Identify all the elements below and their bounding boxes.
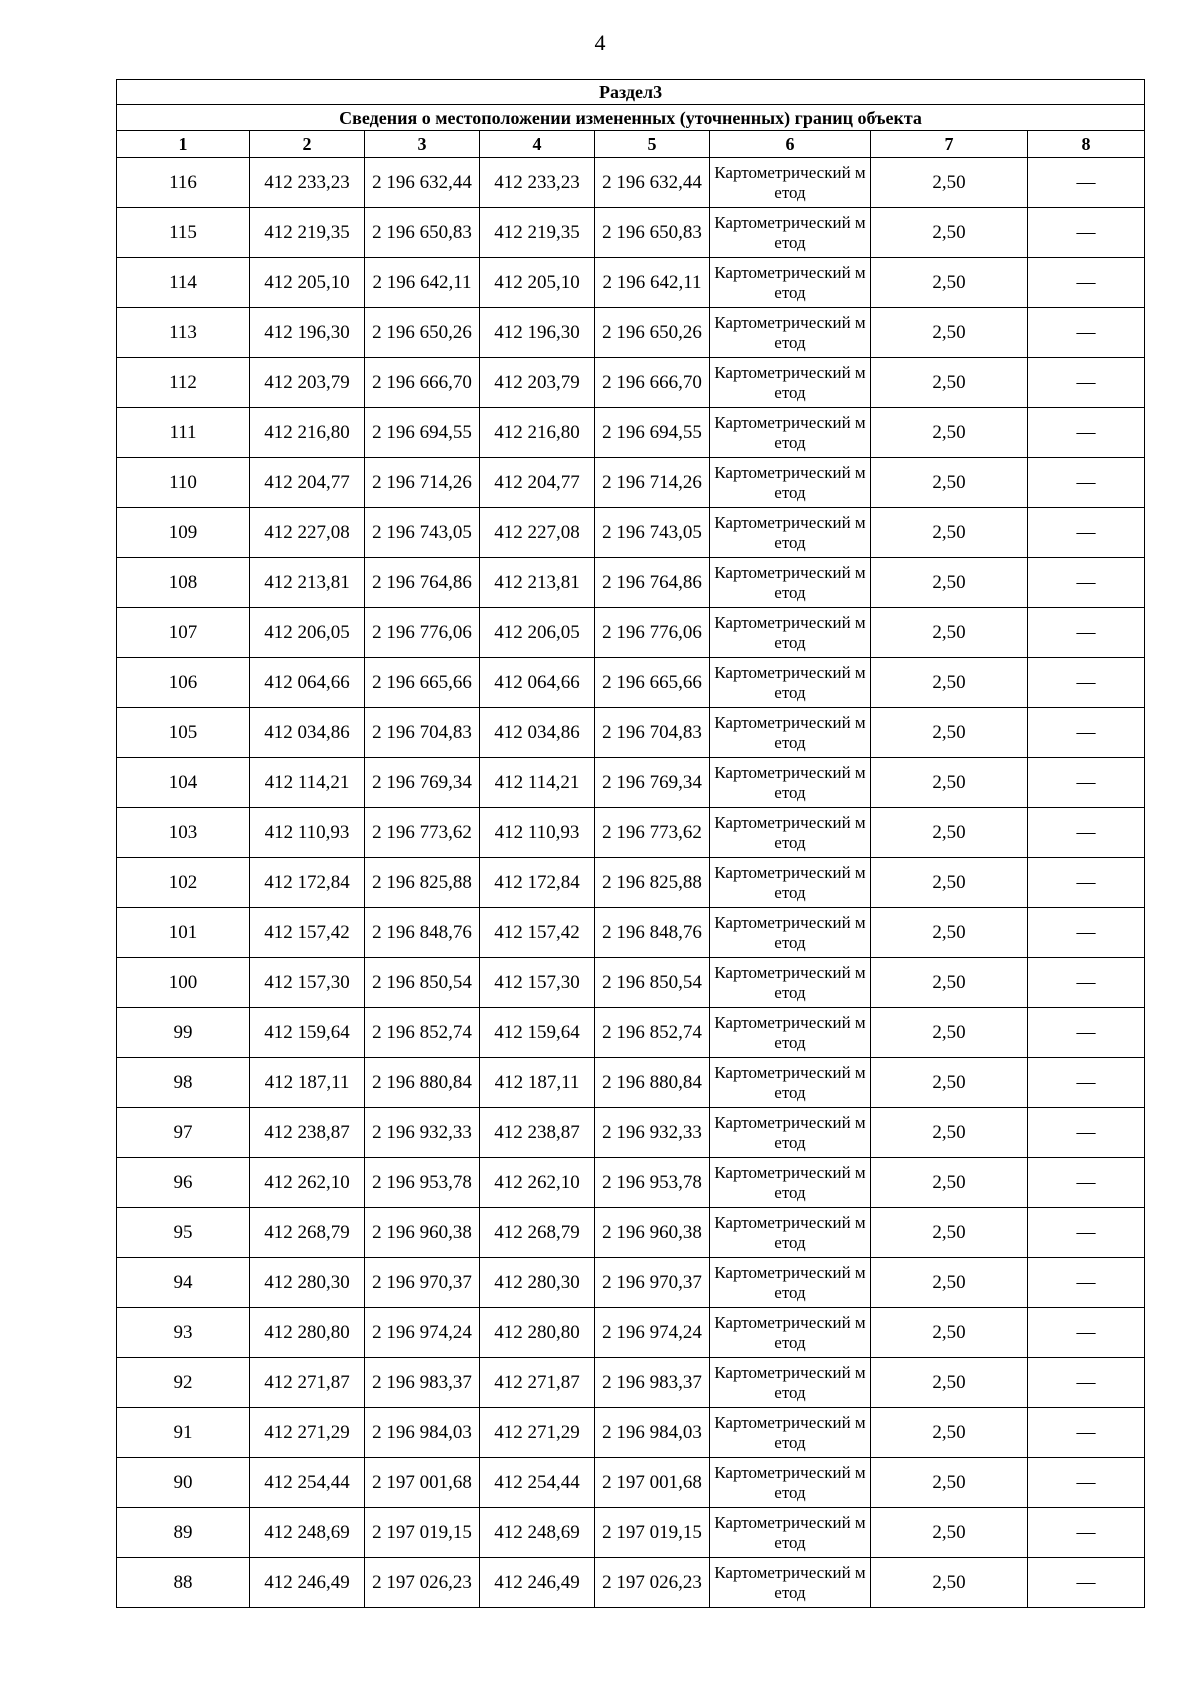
y-new-cell: 2 197 026,23 [595,1558,710,1608]
method-cell: Картометрический метод [710,1208,871,1258]
table-row [117,708,1145,758]
y-new-cell: 2 196 642,11 [595,258,710,308]
y-new-cell: 2 196 769,34 [595,758,710,808]
x-old-cell: 412 238,87 [250,1108,365,1158]
point-number-cell: 103 [117,808,250,858]
point-number-cell: 108 [117,558,250,608]
note-cell: — [1028,758,1145,808]
point-number-cell: 115 [117,208,250,258]
y-old-cell: 2 196 960,38 [365,1208,480,1258]
x-new-cell: 412 203,79 [480,358,595,408]
table-row [117,808,1145,858]
column-number: 1 [117,131,250,158]
y-new-cell: 2 196 970,37 [595,1258,710,1308]
note-cell: — [1028,258,1145,308]
x-old-cell: 412 280,80 [250,1308,365,1358]
accuracy-cell: 2,50 [871,708,1028,758]
point-number-cell: 106 [117,658,250,708]
y-new-cell: 2 196 650,26 [595,308,710,358]
point-number-cell: 102 [117,858,250,908]
point-number-cell: 111 [117,408,250,458]
y-old-cell: 2 196 642,11 [365,258,480,308]
note-cell: — [1028,1508,1145,1558]
column-number: 2 [250,131,365,158]
x-new-cell: 412 238,87 [480,1108,595,1158]
table-row [117,1208,1145,1258]
table-row [117,1308,1145,1358]
point-number-cell: 96 [117,1158,250,1208]
y-old-cell: 2 196 743,05 [365,508,480,558]
column-number: 8 [1028,131,1145,158]
y-old-cell: 2 196 764,86 [365,558,480,608]
x-old-cell: 412 268,79 [250,1208,365,1258]
point-number-cell: 94 [117,1258,250,1308]
note-cell: — [1028,1308,1145,1358]
y-old-cell: 2 196 650,83 [365,208,480,258]
y-old-cell: 2 196 953,78 [365,1158,480,1208]
note-cell: — [1028,1058,1145,1108]
point-number-cell: 107 [117,608,250,658]
point-number-cell: 104 [117,758,250,808]
method-cell: Картометрический метод [710,908,871,958]
x-old-cell: 412 157,42 [250,908,365,958]
x-old-cell: 412 216,80 [250,408,365,458]
note-cell: — [1028,1408,1145,1458]
x-old-cell: 412 203,79 [250,358,365,408]
boundary-coordinates-table [116,79,1145,1608]
accuracy-cell: 2,50 [871,158,1028,208]
x-new-cell: 412 233,23 [480,158,595,208]
accuracy-cell: 2,50 [871,658,1028,708]
table-row [117,208,1145,258]
y-old-cell: 2 196 983,37 [365,1358,480,1408]
x-old-cell: 412 219,35 [250,208,365,258]
y-old-cell: 2 196 852,74 [365,1008,480,1058]
y-new-cell: 2 196 953,78 [595,1158,710,1208]
y-old-cell: 2 196 632,44 [365,158,480,208]
note-cell: — [1028,1258,1145,1308]
x-old-cell: 412 157,30 [250,958,365,1008]
y-old-cell: 2 196 880,84 [365,1058,480,1108]
x-new-cell: 412 219,35 [480,208,595,258]
accuracy-cell: 2,50 [871,558,1028,608]
y-new-cell: 2 196 852,74 [595,1008,710,1058]
x-old-cell: 412 280,30 [250,1258,365,1308]
note-cell: — [1028,1208,1145,1258]
accuracy-cell: 2,50 [871,1008,1028,1058]
accuracy-cell: 2,50 [871,908,1028,958]
page-number: 4 [594,30,606,55]
y-old-cell: 2 196 773,62 [365,808,480,858]
x-new-cell: 412 196,30 [480,308,595,358]
point-number-cell: 88 [117,1558,250,1608]
y-new-cell: 2 196 714,26 [595,458,710,508]
x-new-cell: 412 172,84 [480,858,595,908]
accuracy-cell: 2,50 [871,1058,1028,1108]
y-old-cell: 2 196 984,03 [365,1408,480,1458]
method-cell: Картометрический метод [710,308,871,358]
note-cell: — [1028,1108,1145,1158]
x-old-cell: 412 271,29 [250,1408,365,1458]
point-number-cell: 110 [117,458,250,508]
y-new-cell: 2 196 776,06 [595,608,710,658]
table-row [117,258,1145,308]
column-number-row [117,131,1145,158]
table-row [117,658,1145,708]
x-old-cell: 412 187,11 [250,1058,365,1108]
method-cell: Картометрический метод [710,1508,871,1558]
table-body [117,158,1145,1608]
accuracy-cell: 2,50 [871,1408,1028,1458]
y-new-cell: 2 197 001,68 [595,1458,710,1508]
x-new-cell: 412 206,05 [480,608,595,658]
accuracy-cell: 2,50 [871,508,1028,558]
accuracy-cell: 2,50 [871,1508,1028,1558]
x-old-cell: 412 246,49 [250,1558,365,1608]
table-row [117,608,1145,658]
method-cell: Картометрический метод [710,1158,871,1208]
table-row [117,1558,1145,1608]
note-cell: — [1028,558,1145,608]
x-new-cell: 412 187,11 [480,1058,595,1108]
y-old-cell: 2 196 714,26 [365,458,480,508]
x-new-cell: 412 262,10 [480,1158,595,1208]
y-old-cell: 2 196 769,34 [365,758,480,808]
method-cell: Картометрический метод [710,208,871,258]
table-caption: Сведения о местоположении измененных (уточненных) границ объекта [117,105,1145,131]
method-cell: Картометрический метод [710,1408,871,1458]
accuracy-cell: 2,50 [871,758,1028,808]
point-number-cell: 90 [117,1458,250,1508]
table-row [117,1458,1145,1508]
x-new-cell: 412 110,93 [480,808,595,858]
point-number-cell: 116 [117,158,250,208]
y-old-cell: 2 196 970,37 [365,1258,480,1308]
x-old-cell: 412 248,69 [250,1508,365,1558]
accuracy-cell: 2,50 [871,208,1028,258]
x-new-cell: 412 271,29 [480,1408,595,1458]
note-cell: — [1028,408,1145,458]
x-old-cell: 412 271,87 [250,1358,365,1408]
note-cell: — [1028,1558,1145,1608]
y-new-cell: 2 196 650,83 [595,208,710,258]
method-cell: Картометрический метод [710,608,871,658]
accuracy-cell: 2,50 [871,608,1028,658]
y-old-cell: 2 196 825,88 [365,858,480,908]
table-row [117,158,1145,208]
x-new-cell: 412 254,44 [480,1458,595,1508]
x-new-cell: 412 157,42 [480,908,595,958]
note-cell: — [1028,958,1145,1008]
note-cell: — [1028,308,1145,358]
y-new-cell: 2 196 773,62 [595,808,710,858]
x-old-cell: 412 227,08 [250,508,365,558]
x-new-cell: 412 280,30 [480,1258,595,1308]
y-new-cell: 2 196 850,54 [595,958,710,1008]
y-old-cell: 2 196 850,54 [365,958,480,1008]
x-old-cell: 412 205,10 [250,258,365,308]
x-new-cell: 412 280,80 [480,1308,595,1358]
y-new-cell: 2 196 704,83 [595,708,710,758]
y-new-cell: 2 196 825,88 [595,858,710,908]
y-new-cell: 2 196 984,03 [595,1408,710,1458]
method-cell: Картометрический метод [710,1258,871,1308]
note-cell: — [1028,158,1145,208]
x-new-cell: 412 204,77 [480,458,595,508]
method-cell: Картометрический метод [710,858,871,908]
accuracy-cell: 2,50 [871,958,1028,1008]
table-row [117,1158,1145,1208]
method-cell: Картометрический метод [710,1358,871,1408]
method-cell: Картометрический метод [710,408,871,458]
y-old-cell: 2 197 001,68 [365,1458,480,1508]
note-cell: — [1028,908,1145,958]
column-number: 3 [365,131,480,158]
accuracy-cell: 2,50 [871,1108,1028,1158]
x-old-cell: 412 254,44 [250,1458,365,1508]
note-cell: — [1028,1458,1145,1508]
x-old-cell: 412 196,30 [250,308,365,358]
accuracy-cell: 2,50 [871,308,1028,358]
y-old-cell: 2 196 666,70 [365,358,480,408]
method-cell: Картометрический метод [710,258,871,308]
table-row [117,1008,1145,1058]
method-cell: Картометрический метод [710,658,871,708]
method-cell: Картометрический метод [710,1458,871,1508]
section-title: Раздел3 [117,80,1145,105]
note-cell: — [1028,1008,1145,1058]
y-old-cell: 2 196 704,83 [365,708,480,758]
point-number-cell: 91 [117,1408,250,1458]
y-old-cell: 2 197 026,23 [365,1558,480,1608]
x-new-cell: 412 159,64 [480,1008,595,1058]
method-cell: Картометрический метод [710,1308,871,1358]
table-row [117,758,1145,808]
x-new-cell: 412 268,79 [480,1208,595,1258]
y-new-cell: 2 196 932,33 [595,1108,710,1158]
accuracy-cell: 2,50 [871,1208,1028,1258]
y-new-cell: 2 196 764,86 [595,558,710,608]
y-new-cell: 2 196 666,70 [595,358,710,408]
table-row [117,1508,1145,1558]
x-new-cell: 412 064,66 [480,658,595,708]
note-cell: — [1028,808,1145,858]
point-number-cell: 113 [117,308,250,358]
point-number-cell: 93 [117,1308,250,1358]
y-new-cell: 2 196 743,05 [595,508,710,558]
table-row [117,558,1145,608]
accuracy-cell: 2,50 [871,858,1028,908]
point-number-cell: 97 [117,1108,250,1158]
table-row [117,358,1145,408]
accuracy-cell: 2,50 [871,358,1028,408]
x-new-cell: 412 034,86 [480,708,595,758]
point-number-cell: 89 [117,1508,250,1558]
point-number-cell: 98 [117,1058,250,1108]
method-cell: Картометрический метод [710,1058,871,1108]
y-new-cell: 2 196 983,37 [595,1358,710,1408]
table-row [117,958,1145,1008]
y-new-cell: 2 196 848,76 [595,908,710,958]
method-cell: Картометрический метод [710,458,871,508]
method-cell: Картометрический метод [710,1558,871,1608]
point-number-cell: 95 [117,1208,250,1258]
x-new-cell: 412 114,21 [480,758,595,808]
point-number-cell: 114 [117,258,250,308]
y-new-cell: 2 196 632,44 [595,158,710,208]
x-new-cell: 412 213,81 [480,558,595,608]
accuracy-cell: 2,50 [871,1308,1028,1358]
accuracy-cell: 2,50 [871,808,1028,858]
column-number: 6 [710,131,871,158]
x-old-cell: 412 262,10 [250,1158,365,1208]
note-cell: — [1028,358,1145,408]
y-new-cell: 2 196 694,55 [595,408,710,458]
y-old-cell: 2 196 974,24 [365,1308,480,1358]
method-cell: Картометрический метод [710,1008,871,1058]
note-cell: — [1028,1358,1145,1408]
note-cell: — [1028,658,1145,708]
table-row [117,908,1145,958]
table-row [117,458,1145,508]
x-old-cell: 412 213,81 [250,558,365,608]
method-cell: Картометрический метод [710,758,871,808]
table-row [117,858,1145,908]
method-cell: Картометрический метод [710,958,871,1008]
method-cell: Картометрический метод [710,708,871,758]
table-row [117,1258,1145,1308]
accuracy-cell: 2,50 [871,1258,1028,1308]
x-new-cell: 412 227,08 [480,508,595,558]
y-old-cell: 2 196 848,76 [365,908,480,958]
x-old-cell: 412 233,23 [250,158,365,208]
note-cell: — [1028,608,1145,658]
y-old-cell: 2 196 665,66 [365,658,480,708]
x-old-cell: 412 114,21 [250,758,365,808]
column-number: 5 [595,131,710,158]
method-cell: Картометрический метод [710,158,871,208]
x-new-cell: 412 205,10 [480,258,595,308]
x-new-cell: 412 216,80 [480,408,595,458]
table-row [117,1358,1145,1408]
note-cell: — [1028,208,1145,258]
note-cell: — [1028,458,1145,508]
accuracy-cell: 2,50 [871,258,1028,308]
table-row [117,408,1145,458]
y-new-cell: 2 196 960,38 [595,1208,710,1258]
method-cell: Картометрический метод [710,508,871,558]
table-row [117,1058,1145,1108]
y-old-cell: 2 196 694,55 [365,408,480,458]
y-new-cell: 2 196 880,84 [595,1058,710,1108]
y-new-cell: 2 196 665,66 [595,658,710,708]
table-row [117,1108,1145,1158]
accuracy-cell: 2,50 [871,408,1028,458]
column-number: 4 [480,131,595,158]
accuracy-cell: 2,50 [871,1358,1028,1408]
note-cell: — [1028,1158,1145,1208]
point-number-cell: 100 [117,958,250,1008]
method-cell: Картометрический метод [710,1108,871,1158]
accuracy-cell: 2,50 [871,1558,1028,1608]
x-old-cell: 412 206,05 [250,608,365,658]
point-number-cell: 105 [117,708,250,758]
y-new-cell: 2 196 974,24 [595,1308,710,1358]
y-new-cell: 2 197 019,15 [595,1508,710,1558]
y-old-cell: 2 196 650,26 [365,308,480,358]
x-old-cell: 412 110,93 [250,808,365,858]
accuracy-cell: 2,50 [871,1158,1028,1208]
point-number-cell: 101 [117,908,250,958]
x-new-cell: 412 248,69 [480,1508,595,1558]
point-number-cell: 99 [117,1008,250,1058]
x-old-cell: 412 172,84 [250,858,365,908]
x-old-cell: 412 159,64 [250,1008,365,1058]
note-cell: — [1028,708,1145,758]
point-number-cell: 109 [117,508,250,558]
y-old-cell: 2 196 932,33 [365,1108,480,1158]
x-old-cell: 412 204,77 [250,458,365,508]
table-row [117,308,1145,358]
x-old-cell: 412 034,86 [250,708,365,758]
point-number-cell: 92 [117,1358,250,1408]
y-old-cell: 2 197 019,15 [365,1508,480,1558]
x-new-cell: 412 271,87 [480,1358,595,1408]
table-row [117,1408,1145,1458]
note-cell: — [1028,858,1145,908]
x-new-cell: 412 246,49 [480,1558,595,1608]
table-row [117,508,1145,558]
method-cell: Картометрический метод [710,558,871,608]
accuracy-cell: 2,50 [871,1458,1028,1508]
note-cell: — [1028,508,1145,558]
point-number-cell: 112 [117,358,250,408]
method-cell: Картометрический метод [710,358,871,408]
method-cell: Картометрический метод [710,808,871,858]
accuracy-cell: 2,50 [871,458,1028,508]
column-number: 7 [871,131,1028,158]
x-old-cell: 412 064,66 [250,658,365,708]
x-new-cell: 412 157,30 [480,958,595,1008]
y-old-cell: 2 196 776,06 [365,608,480,658]
